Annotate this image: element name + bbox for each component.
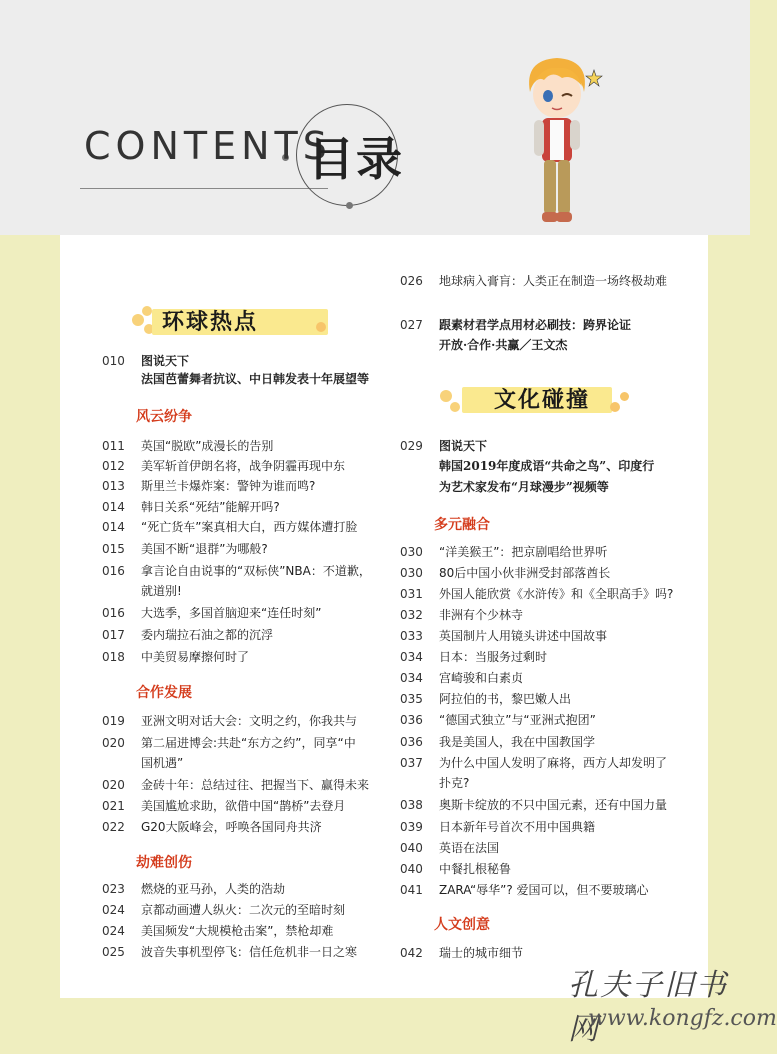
entry-title: 美国不断“退群”为哪般? [141,542,268,556]
toc-entry[interactable] [400,437,675,497]
entry-title: 韩日关系“死结”能解开吗? [141,500,280,514]
entry-title: 80后中国小伙非洲受封部落酋长 [439,566,611,580]
entry-title: “德国式独立”与“亚洲式抱团” [439,713,596,727]
entry-title-cont: 扑克? [439,776,470,790]
page-number: 016 [102,606,125,620]
page-number: 013 [102,479,125,493]
page-number: 037 [400,756,423,770]
hex-decor [316,322,326,332]
page-number: 017 [102,628,125,642]
page-number: 032 [400,608,423,622]
hex-decor [620,392,629,401]
entry-title: 图说天下 [439,439,488,453]
page-number: 010 [102,354,125,368]
section-banner-global [132,302,332,338]
page-number: 016 [102,564,125,578]
page-number: 019 [102,714,125,728]
page-number: 012 [102,459,125,473]
entry-title: 美国频发“大规模枪击案”，禁枪却难 [141,924,334,938]
entry-title: 地球病入膏肓：人类正在制造一场终极劫难 [439,274,668,288]
entry-title: 中美贸易摩擦何时了 [141,650,250,664]
page-number: 034 [400,650,423,664]
entry-title: 非洲有个少林寺 [439,608,524,622]
toc-entry[interactable] [400,754,675,794]
page-number: 014 [102,520,125,534]
page-number: 011 [102,439,125,453]
hex-decor [142,306,152,316]
entry-title: 宫崎骏和白素贞 [439,671,524,685]
mascot-boy-illustration [512,52,602,232]
page-number: 030 [400,566,423,580]
entry-title: 日本：当服务过剩时 [439,650,548,664]
entry-title: “死亡货车”案真相大白，西方媒体遭打脸 [141,520,358,534]
entry-title: 委内瑞拉石油之都的沉浮 [141,628,274,642]
page-number: 026 [400,274,423,288]
page-number: 038 [400,798,423,812]
contents-title-cn: 目录 [308,132,404,186]
entry-title: 奥斯卡绽放的不只中国元素，还有中国力量 [439,798,668,812]
entry-title: G20大阪峰会，呼唤各国同舟共济 [141,820,322,834]
page-number: 027 [400,318,423,332]
page-number: 029 [400,439,423,453]
entry-title: 图说天下 [141,354,190,368]
hex-decor [132,314,144,326]
category-hezuo: 合作发展 [136,685,192,701]
entry-title: ZARA“辱华”? 爱国可以，但不要玻璃心 [439,883,649,897]
page-number: 033 [400,629,423,643]
entry-title: 第二届进博会:共赴“东方之约”，同享“中 [141,736,356,750]
page-number: 024 [102,903,125,917]
entry-title-cont: 国机遇” [141,756,184,770]
page-number: 023 [102,882,125,896]
category-fengyun: 风云纷争 [136,409,192,425]
page-number: 025 [102,945,125,959]
banner-label: 文化碰撞 [494,388,591,413]
page-number: 014 [102,500,125,514]
entry-title: 为什么中国人发明了麻将，西方人却发明了 [439,756,668,770]
header-dot [346,202,353,209]
entry-subtitle: 开放·合作·共赢／王文杰 [439,338,568,352]
page-number: 035 [400,692,423,706]
entry-title: 京都动画遭人纵火：二次元的至暗时刻 [141,903,346,917]
page-number: 036 [400,713,423,727]
toc-entry[interactable] [102,562,402,602]
entry-title: 金砖十年：总结过往、把握当下、赢得未来 [141,778,370,792]
entry-title: 美国尴尬求助，欲借中国“鹊桥”去登月 [141,799,346,813]
page-number: 040 [400,841,423,855]
category-jienan: 劫难创伤 [136,855,192,871]
entry-subtitle: 为艺术家发布“月球漫步”视频等 [439,480,609,494]
toc-entry[interactable] [400,316,675,356]
category-renwen: 人文创意 [434,917,490,933]
page-number: 022 [102,820,125,834]
entry-title: 燃烧的亚马孙，人类的浩劫 [141,882,286,896]
entry-title: 中餐扎根秘鲁 [439,862,512,876]
entry-title: 英国“脱欧”成漫长的告别 [141,439,274,453]
hex-decor [610,402,620,412]
entry-title: 英国制片人用镜头讲述中国故事 [439,629,608,643]
entry-title: 外国人能欣赏《水浒传》和《全职高手》吗? [439,587,674,601]
toc-entry[interactable] [102,352,402,390]
entry-title: 阿拉伯的书，黎巴嫩人出 [439,692,572,706]
page-number: 018 [102,650,125,664]
entry-title-cont: 就道别! [141,584,182,598]
page-number: 039 [400,820,423,834]
page-number: 020 [102,778,125,792]
entry-title: 大选季，多国首脑迎来“连任时刻” [141,606,322,620]
page-number: 036 [400,735,423,749]
hex-decor [450,402,460,412]
entry-title: 我是美国人，我在中国教国学 [439,735,596,749]
entry-title: 亚洲文明对话大会：文明之约，你我共与 [141,714,358,728]
entry-title: 瑞士的城市细节 [439,946,524,960]
watermark-cn: 孔夫子旧书网 [568,968,728,1047]
entry-subtitle: 韩国2019年度成语“共命之鸟”、印度行 [439,459,655,473]
page-number: 030 [400,545,423,559]
page-number: 021 [102,799,125,813]
category-duoyuan: 多元融合 [434,517,490,533]
watermark-url: www.kongfz.com [588,1006,777,1031]
entry-title: “洋美猴王”：把京剧唱给世界听 [439,545,608,559]
watermark [568,960,777,1047]
entry-title: 斯里兰卡爆炸案：警钟为谁而鸣? [141,479,316,493]
page-number: 031 [400,587,423,601]
page-number: 034 [400,671,423,685]
page-number: 020 [102,736,125,750]
contents-title-en: CONTENTS [84,124,332,168]
entry-title: 拿言论自由说事的“双标侠”NBA：不道歉， [141,564,371,578]
entry-title: 跟素材君学点用材必刷技：跨界论证 [439,318,632,332]
entry-title: 美军斩首伊朗名将，战争阴霾再现中东 [141,459,346,473]
entry-title: 波音失事机型停飞：信任危机非一日之寒 [141,945,358,959]
entry-subtitle: 法国芭蕾舞者抗议、中日韩发表十年展望等 [141,372,370,386]
page-number: 024 [102,924,125,938]
banner-label: 环球热点 [162,310,259,335]
page-number: 042 [400,946,423,960]
page-number: 040 [400,862,423,876]
section-banner-culture [440,380,640,416]
entry-title: 日本新年号首次不用中国典籍 [439,820,596,834]
entry-title: 英语在法国 [439,841,500,855]
hex-decor [440,390,452,402]
page-number: 015 [102,542,125,556]
toc-entry[interactable] [102,734,402,774]
page-number: 041 [400,883,423,897]
header-underline [80,188,328,189]
